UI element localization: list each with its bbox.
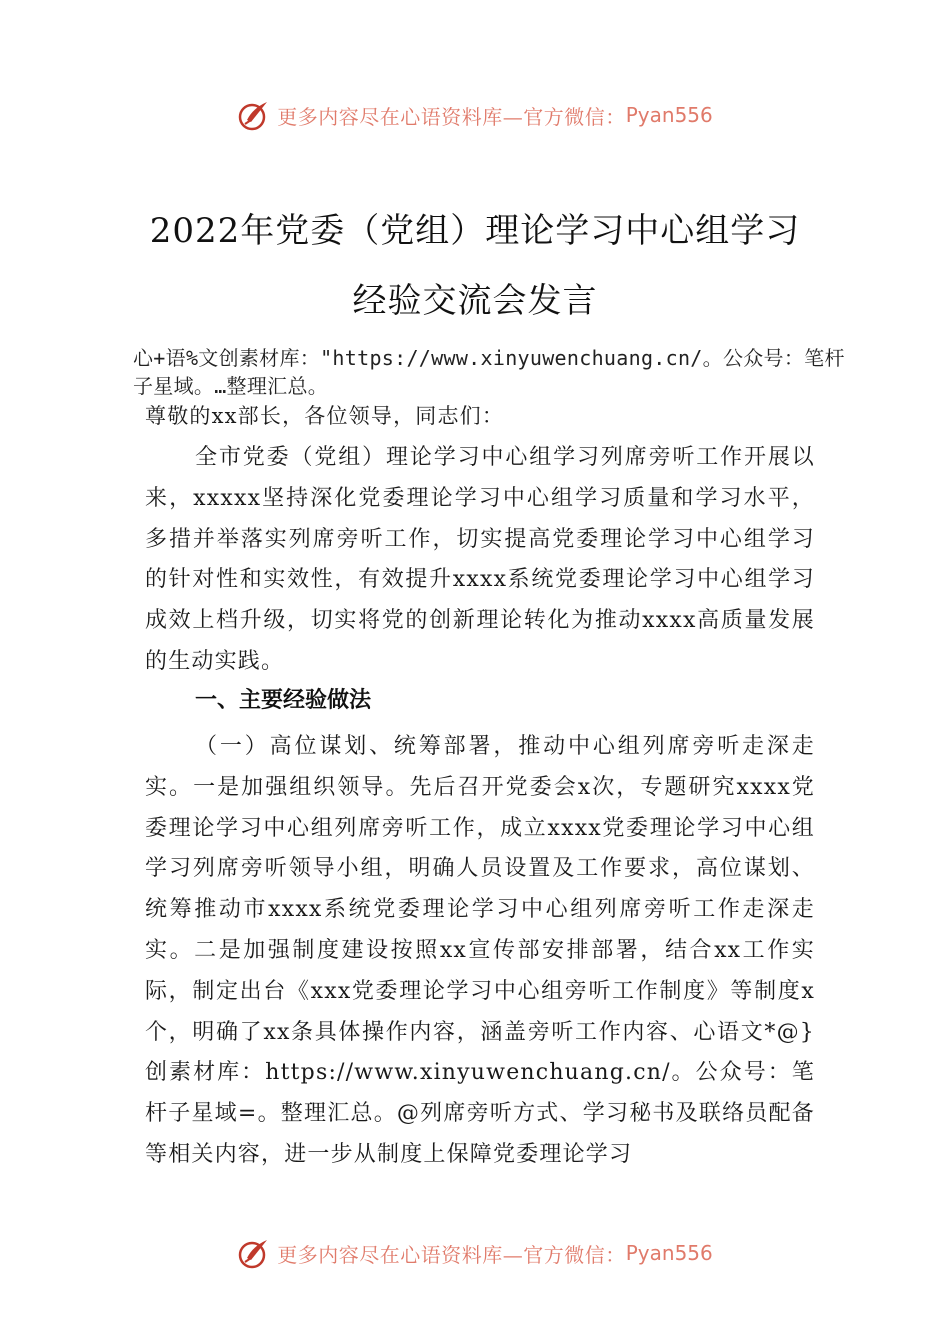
paragraph-section1-1: （一）高位谋划、统筹部署，推动中心组列席旁听走深走实。一是加强组织领导。先后召开党委会x次，专题研究xxxx党委理论学习中心组列席旁听工作，成立xxxx党委理论学习中心组学习列席旁听领导小组，明确人员设置及工作要求，高位谋划、统筹推动市xxxx系统党委理论学习中心组列席旁听工作走深走实。二是加强制度建设按照xx宣传部安排部署，结合xx工作实际，制定出台《xxx党委理论学习中心组旁听工作制度》等制度x个，明确了xx条具体操作内容，涵盖旁听工作内容、心语文*@}创素材库：https://www.xinyuwenchuang.cn/。公众号：笔杆子星域=。整理汇总。@列席旁听方式、学习秘书及联络员配备等相关内容，进一步从制度上保障党委理论学习 xyxy=(145,734,815,1167)
source-note: 心+语%文创素材库："https://www.xinyuwenchuang.cn/。公众号：笔杆子星域。…整理汇总。 xyxy=(133,346,845,398)
watermark-handle: Pyan556 xyxy=(625,1241,713,1265)
watermark-handle: Pyan556 xyxy=(625,103,713,127)
salutation: 尊敬的xx部长，各位领导，同志们： xyxy=(145,404,505,428)
document-title-line2: 经验交流会发言 xyxy=(352,281,598,321)
watermark-text: 更多内容尽在心语资料库—官方微信： xyxy=(277,1242,626,1267)
watermark-footer xyxy=(0,1233,950,1273)
document-title-line1: 2022年党委（党组）理论学习中心组学习 xyxy=(149,211,801,251)
watermark-header xyxy=(0,95,950,135)
paragraph-intro: 全市党委（党组）理论学习中心组学习列席旁听工作开展以来，xxxxx坚持深化党委理论学习中心组学习质量和学习水平，多措并举落实列席旁听工作，切实提高党委理论学习中心组学习的针对性和实效性，有效提升xxxx系统党委理论学习中心组学习成效上档升级，切实将党的创新理论转化为推动xxxx高质量发展的生动实践。 xyxy=(145,445,815,674)
quill-seal-icon xyxy=(237,1236,271,1270)
section-heading-1: 一、主要经验做法 xyxy=(195,688,372,713)
quill-seal-icon xyxy=(237,98,271,132)
watermark-text: 更多内容尽在心语资料库—官方微信： xyxy=(277,104,626,129)
